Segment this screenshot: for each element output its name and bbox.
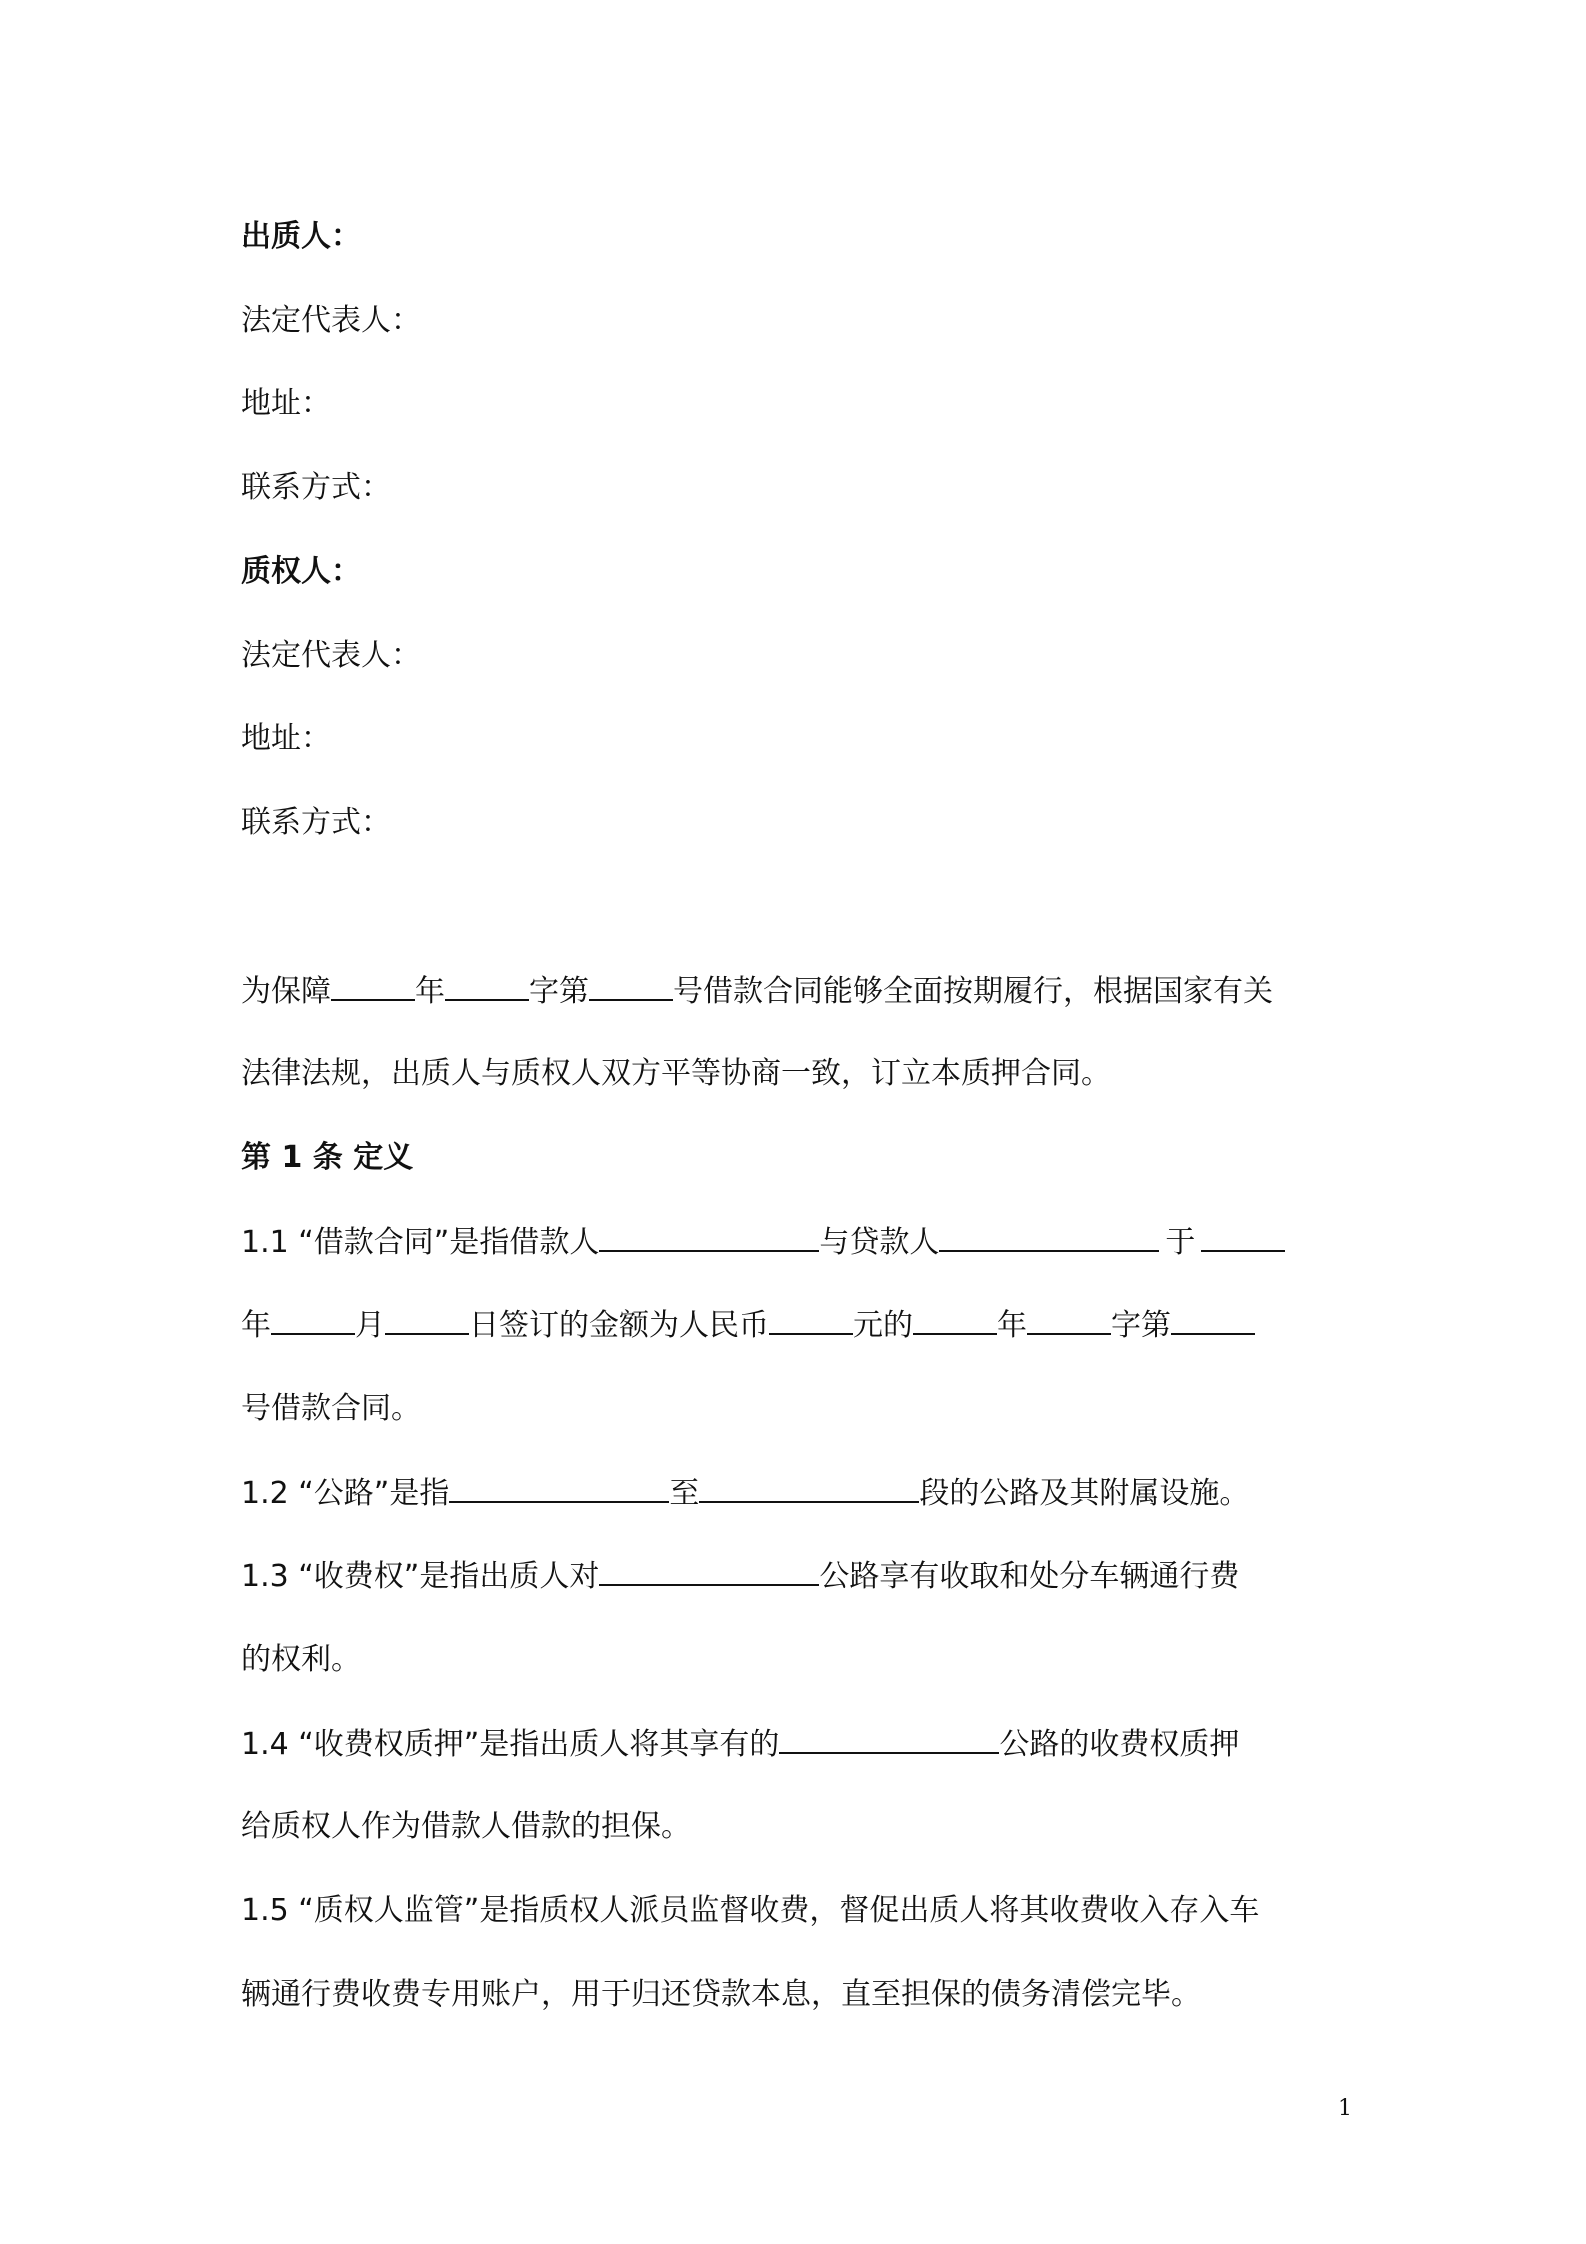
- intro-text: 年: [415, 974, 445, 1009]
- definition-text: 1.1 “借款合同”是指借款人: [241, 1225, 600, 1260]
- definition-text: 字第: [1111, 1308, 1171, 1343]
- blank-field: [385, 1307, 469, 1335]
- blank-field: [1171, 1307, 1255, 1335]
- pledgee-address-label: 地址：: [241, 721, 331, 756]
- blank-field: [1027, 1307, 1111, 1335]
- definition-text: 年: [997, 1308, 1027, 1343]
- blank-field: [449, 1475, 669, 1503]
- article-1-heading: 第 1 条 定义: [241, 1140, 414, 1175]
- definition-text: 1.3 “收费权”是指出质人对: [241, 1559, 600, 1594]
- blank-field: [1201, 1224, 1285, 1252]
- pledgee-representative-label: 法定代表人：: [241, 638, 421, 673]
- definition-1-4-line-1: [241, 1726, 1239, 1762]
- definition-text: 公路享有收取和处分车辆通行费: [819, 1559, 1240, 1594]
- definition-text: 元的: [853, 1308, 913, 1343]
- intro-line-2: 法律法规，出质人与质权人双方平等协商一致，订立本质押合同。: [241, 1056, 1111, 1091]
- blank-field: [699, 1475, 919, 1503]
- blank-field: [331, 973, 415, 1001]
- pledgor-label: 出质人：: [241, 219, 361, 254]
- definition-text: 至: [669, 1476, 700, 1511]
- definition-text: 于: [1165, 1225, 1196, 1260]
- intro-line-1: [241, 973, 1273, 1009]
- blank-field: [779, 1726, 999, 1754]
- blank-field: [913, 1307, 997, 1335]
- definition-text: 1.4 “收费权质押”是指出质人将其享有的: [241, 1727, 780, 1762]
- pledgor-address-label: 地址：: [241, 386, 331, 421]
- definition-1-5-line-1: 1.5 “质权人监管”是指质权人派员监督收费，督促出质人将其收费收入存入车: [241, 1893, 1260, 1928]
- pledgee-label: 质权人：: [241, 554, 361, 589]
- blank-field: [599, 1224, 819, 1252]
- definition-text: 公路的收费权质押: [999, 1727, 1240, 1762]
- definition-text: 月: [355, 1308, 385, 1343]
- definition-text: 与贷款人: [819, 1225, 940, 1260]
- definition-1-3-line-2: 的权利。: [241, 1642, 361, 1677]
- pledgee-contact-label: 联系方式：: [241, 805, 391, 840]
- blank-field: [271, 1307, 355, 1335]
- pledgor-representative-label: 法定代表人：: [241, 303, 421, 338]
- pledgor-contact-label: 联系方式：: [241, 470, 391, 505]
- definition-1-1-line-2: [241, 1307, 1255, 1343]
- definition-1-1-line-3: 号借款合同。: [241, 1391, 421, 1426]
- definition-1-5-line-2: 辆通行费收费专用账户，用于归还贷款本息，直至担保的债务清偿完毕。: [241, 1977, 1201, 2012]
- blank-field: [445, 973, 529, 1001]
- definition-text: 日签订的金额为人民币: [469, 1308, 769, 1343]
- definition-1-4-line-2: 给质权人作为借款人借款的担保。: [241, 1809, 691, 1844]
- page-number: 1: [1338, 2096, 1352, 2121]
- intro-text: 号借款合同能够全面按期履行，根据国家有关: [673, 974, 1273, 1009]
- definition-1-1-line-1: [241, 1224, 1285, 1260]
- intro-text: 为保障: [241, 974, 331, 1009]
- blank-field: [589, 973, 673, 1001]
- definition-text: 段的公路及其附属设施。: [919, 1476, 1250, 1511]
- blank-field: [939, 1224, 1159, 1252]
- blank-field: [599, 1558, 819, 1586]
- definition-1-2: [241, 1475, 1249, 1511]
- definition-1-3-line-1: [241, 1558, 1239, 1594]
- definition-text: 1.2 “公路”是指: [241, 1476, 450, 1511]
- intro-text: 字第: [529, 974, 589, 1009]
- blank-field: [769, 1307, 853, 1335]
- definition-text: 年: [241, 1308, 271, 1343]
